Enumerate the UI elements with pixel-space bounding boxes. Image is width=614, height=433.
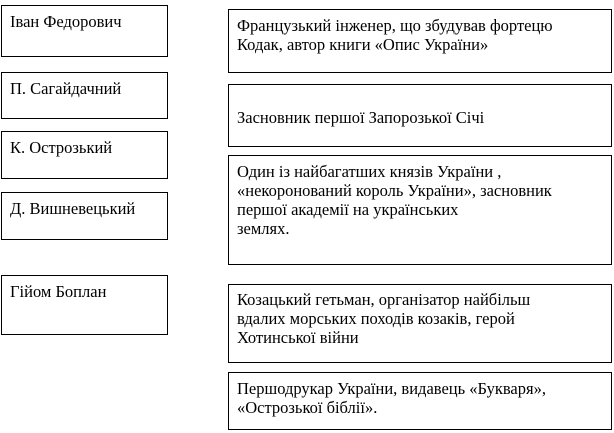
description-line: Козацький гетьман, організатор найбільш <box>237 290 531 309</box>
description-line: «некоронований король України», засновник <box>237 181 552 200</box>
description-box-4 <box>228 284 612 363</box>
description-line: вдалих морських походів козаків, герой <box>237 309 515 328</box>
description-line: Першодрукар України, видавець «Букваря», <box>237 379 546 398</box>
description-box-2 <box>228 84 612 147</box>
description-box-3 <box>228 155 612 265</box>
description-line: Хотинської війни <box>237 328 359 347</box>
name-box-vyshnevetskyi <box>1 192 168 240</box>
name-box-sahaidachnyi <box>1 72 168 119</box>
name-text: Гійом Боплан <box>10 282 107 301</box>
description-box-1 <box>228 9 612 73</box>
description-line: Французький інженер, що збудував фортецю <box>237 16 553 35</box>
description-line: землях. <box>237 219 290 238</box>
name-box-boplan <box>1 275 168 335</box>
description-box-5 <box>228 372 612 430</box>
description-line: Кодак, автор книги «Опис України» <box>237 35 489 54</box>
name-text: Іван Федорович <box>10 12 122 31</box>
name-text: П. Сагайдачний <box>10 79 122 98</box>
description-line: «Острозької біблії». <box>237 398 378 417</box>
description-line: Один із найбагатших князів України , <box>237 162 502 181</box>
description-line: Засновник першої Запорозької Січі <box>237 108 485 127</box>
description-line: першої академії на українських <box>237 200 459 219</box>
name-text: Д. Вишневецький <box>10 199 136 218</box>
name-box-ostrozkyi <box>1 131 168 179</box>
name-box-ivan-fedorovych <box>1 5 168 57</box>
name-text: К. Острозький <box>10 138 113 157</box>
